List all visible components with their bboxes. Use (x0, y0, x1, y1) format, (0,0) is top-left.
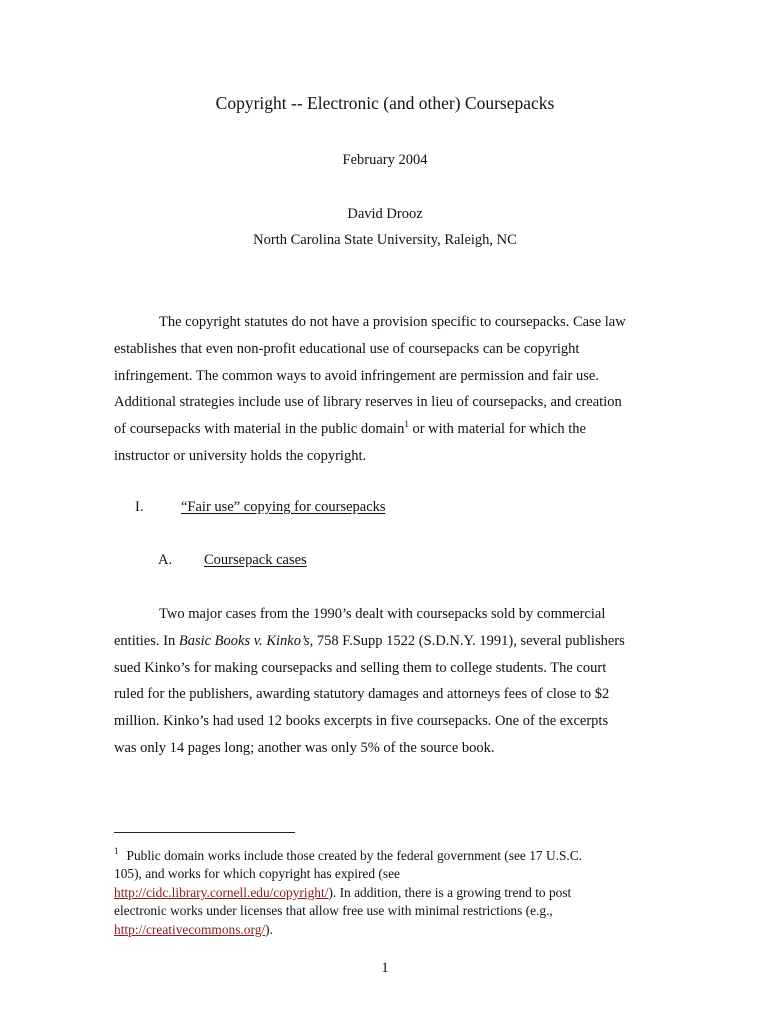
text-line: sued Kinko’s for making coursepacks and selling them to college students. The court (114, 659, 607, 676)
footnote-reference[interactable]: 1 (404, 419, 409, 430)
text-segment: entities. In (114, 632, 179, 649)
text-line: establishes that even non-profit educational use of coursepacks can be copyright (114, 340, 580, 357)
text-segment: ). (265, 921, 273, 937)
document-title: Copyright -- Electronic (and other) Coursepacks (215, 93, 555, 113)
section-number: I. (135, 499, 144, 515)
text-line (114, 628, 674, 655)
author-affiliation: North Carolina State University, Raleigh, NC (253, 232, 517, 248)
text-line: million. Kinko’s had used 12 books excerpts in five coursepacks. One of the excerpts (114, 713, 609, 730)
section-heading: “Fair use” copying for coursepacks (181, 499, 386, 515)
text-line: Two major cases from the 1990’s dealt with coursepacks sold by commercial (159, 606, 606, 622)
creative-commons-link[interactable]: http://creativecommons.org/ (114, 921, 266, 937)
subsection-number: A. (158, 552, 173, 568)
footnote-divider (114, 832, 295, 833)
cases-paragraph (114, 601, 674, 762)
footnote (114, 842, 674, 939)
footnote-marker: 1 (114, 846, 119, 856)
text-segment: , 758 F.Supp 1522 (S.D.N.Y. 1991), several publishers (309, 632, 625, 649)
text-segment: of coursepacks with material in the public domain (114, 421, 405, 438)
footnote-line: electronic works under licenses that allow free use with minimal restrictions (e.g., (114, 903, 553, 919)
footnote-line (114, 884, 674, 902)
text-line: was only 14 pages long; another was only 5% of the source book. (114, 739, 495, 756)
text-segment: or with material for which the (408, 421, 586, 438)
page-number: 1 (381, 960, 389, 976)
text-line: The copyright statutes do not have a provision specific to coursepacks. Case law (159, 314, 626, 330)
subsection-heading: Coursepack cases (204, 552, 307, 568)
text-line: ruled for the publishers, awarding statutory damages and attorneys fees of close to $2 (114, 686, 610, 703)
author-name: David Drooz (347, 206, 423, 222)
case-name: Basic Books v. Kinko’s (178, 632, 310, 649)
text-segment: Public domain works include those created by the federal government (see 17 U.S.C. (126, 848, 583, 863)
text-line: instructor or university holds the copyright. (114, 447, 367, 464)
footnote-line: 105), and works for which copyright has expired (see (114, 866, 400, 882)
intro-paragraph (114, 309, 674, 470)
cornell-copyright-link[interactable]: http://cidc.library.cornell.edu/copyright/ (114, 884, 329, 900)
document-date: February 2004 (342, 152, 428, 168)
text-line: Additional strategies include use of library reserves in lieu of coursepacks, and creation (114, 394, 622, 411)
text-line (114, 416, 674, 443)
footnote-line (114, 921, 674, 939)
text-line: infringement. The common ways to avoid infringement are permission and fair use. (114, 367, 599, 384)
text-segment: ). In addition, there is a growing trend to post (328, 884, 572, 900)
footnote-line (114, 842, 674, 865)
